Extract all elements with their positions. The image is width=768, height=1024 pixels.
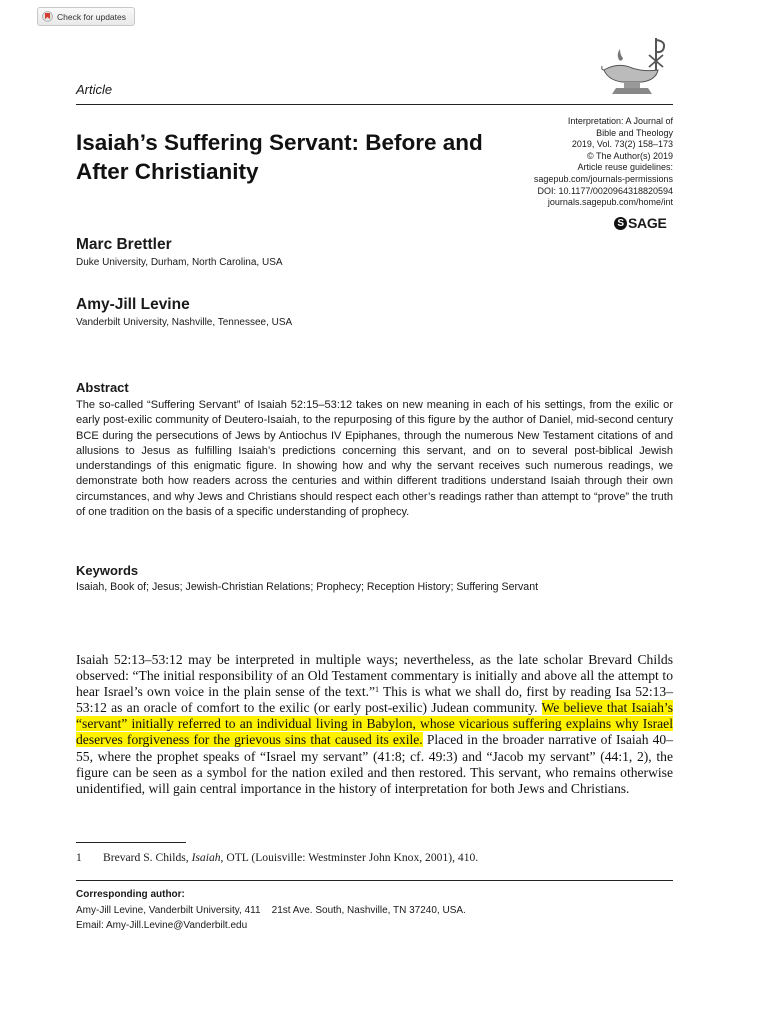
corresponding-heading: Corresponding author: xyxy=(76,889,185,900)
keywords-text: Isaiah, Book of; Jesus; Jewish-Christian Relations; Prophecy; Reception History; Suffering Servant xyxy=(76,581,539,593)
body-text-span: Placed in the broader narrative of Isaiah 40–55, where the prophet speaks of “Israel my servant” (41:8; cf. 49:3) and “Jacob my servant” (44:1, 2), the figure can be seen as a symbol for the nation exiled and then restored. This servant, who remains otherwise unidentified, will gain central importance in the history of interpretation for both Jews and Christians. xyxy=(76,732,674,796)
journal-info xyxy=(473,116,673,209)
abstract-text: The so-called “Suffering Servant” of Isaiah 52:15–53:12 takes on new meaning in each of his settings, from the exilic or early post-exilic community of Deutero-Isaiah, to the repurposing of this figure by the author of Daniel, mid-second century BCE during the persecutions of Jews by Antiochus IV Epiphanes, through the numerous New Testament citations of and allusions to Jesus as fulfilling Isaiah’s predictions concerning this servant, and on to several post-biblical Jewish understandings of this enigmatic figure. In showing how and why the servant receives such numerous readings, we demonstrate both how readers across the centuries and within different traditions understand Isaiah through their own circumstances, and why Jews and Christians should respect each other’s readings rather than attempt to “prove” the truth of one tradition on the basis of a specific understanding of prophecy. xyxy=(76,399,673,519)
author-affiliation: Duke University, Durham, North Carolina, USA xyxy=(76,257,283,268)
body-text-span: Isaiah 52:13–53:12 may be interpreted in multiple ways; nevertheless, as the late scholar Brevard Childs observed: “The initial responsibility of an Old Testament commentary is initially and above all the attempt to hear Israel’s own voice in the plain sense of the text.” xyxy=(76,652,673,700)
check-for-updates-label: Check for updates xyxy=(57,11,126,22)
footnote-number: 1 xyxy=(76,851,82,864)
body-text-span: This is what we shall do, first by reading Isa 52:13–53:12 as an oracle of comfort to the exilic (or early post-exilic) Judean community. xyxy=(76,684,673,716)
corresponding-author xyxy=(76,887,466,934)
journal-info-link[interactable]: sagepub.com/journals-permissions xyxy=(533,173,673,184)
check-for-updates-button[interactable] xyxy=(37,7,135,26)
article-type-label: Article xyxy=(76,82,113,97)
author-name: Marc Brettler xyxy=(76,236,172,253)
article-title: Isaiah’s Suffering Servant: Before and After Christianity xyxy=(76,130,483,184)
crossmark-icon xyxy=(42,11,53,22)
journal-info-line: © The Author(s) 2019 xyxy=(586,150,673,161)
keywords-heading: Keywords xyxy=(76,563,139,578)
highlighted-text: We believe that Isaiah’s “servant” initially referred to an individual living in Babylon, whose vicarious suffering explains why Israel deserves forgiveness for the grievous sins that caused its exile. xyxy=(76,700,673,748)
publisher-logo xyxy=(614,215,666,231)
journal-info-line: 2019, Vol. 73(2) 158–173 xyxy=(571,139,673,150)
journal-info-doi[interactable]: DOI: 10.1177/0020964318820594 xyxy=(537,185,673,196)
corresponding-address: Amy-Jill Levine, Vanderbilt University, 411 21st Ave. South, Nashville, TN 37240, USA. xyxy=(76,904,466,916)
footer-rule xyxy=(76,880,673,881)
footnote-ref[interactable]: 1 xyxy=(375,685,380,695)
header-rule xyxy=(76,104,673,105)
journal-info-line: Interpretation: A Journal of xyxy=(567,116,673,126)
body-paragraph xyxy=(76,652,673,797)
sage-s-icon: S xyxy=(614,217,627,230)
publisher-name: SAGE xyxy=(628,215,667,231)
footnote xyxy=(76,851,478,864)
journal-info-line: Bible and Theology xyxy=(596,127,673,138)
journal-info-link[interactable]: journals.sagepub.com/home/int xyxy=(547,197,673,208)
corresponding-email[interactable]: Email: Amy-Jill.Levine@Vanderbilt.edu xyxy=(76,920,248,931)
journal-logo-icon xyxy=(598,34,674,106)
journal-info-line: Article reuse guidelines: xyxy=(577,162,673,173)
footnote-work: Isaiah xyxy=(191,851,221,864)
author-affiliation: Vanderbilt University, Nashville, Tennessee, USA xyxy=(76,317,293,328)
footnote-details: , OTL (Louisville: Westminster John Knox, 2001), 410. xyxy=(220,851,479,864)
abstract-heading: Abstract xyxy=(76,380,129,395)
footnote-author: Brevard S. Childs, xyxy=(103,851,192,864)
author-name: Amy-Jill Levine xyxy=(76,296,190,313)
footnote-rule xyxy=(76,842,186,843)
